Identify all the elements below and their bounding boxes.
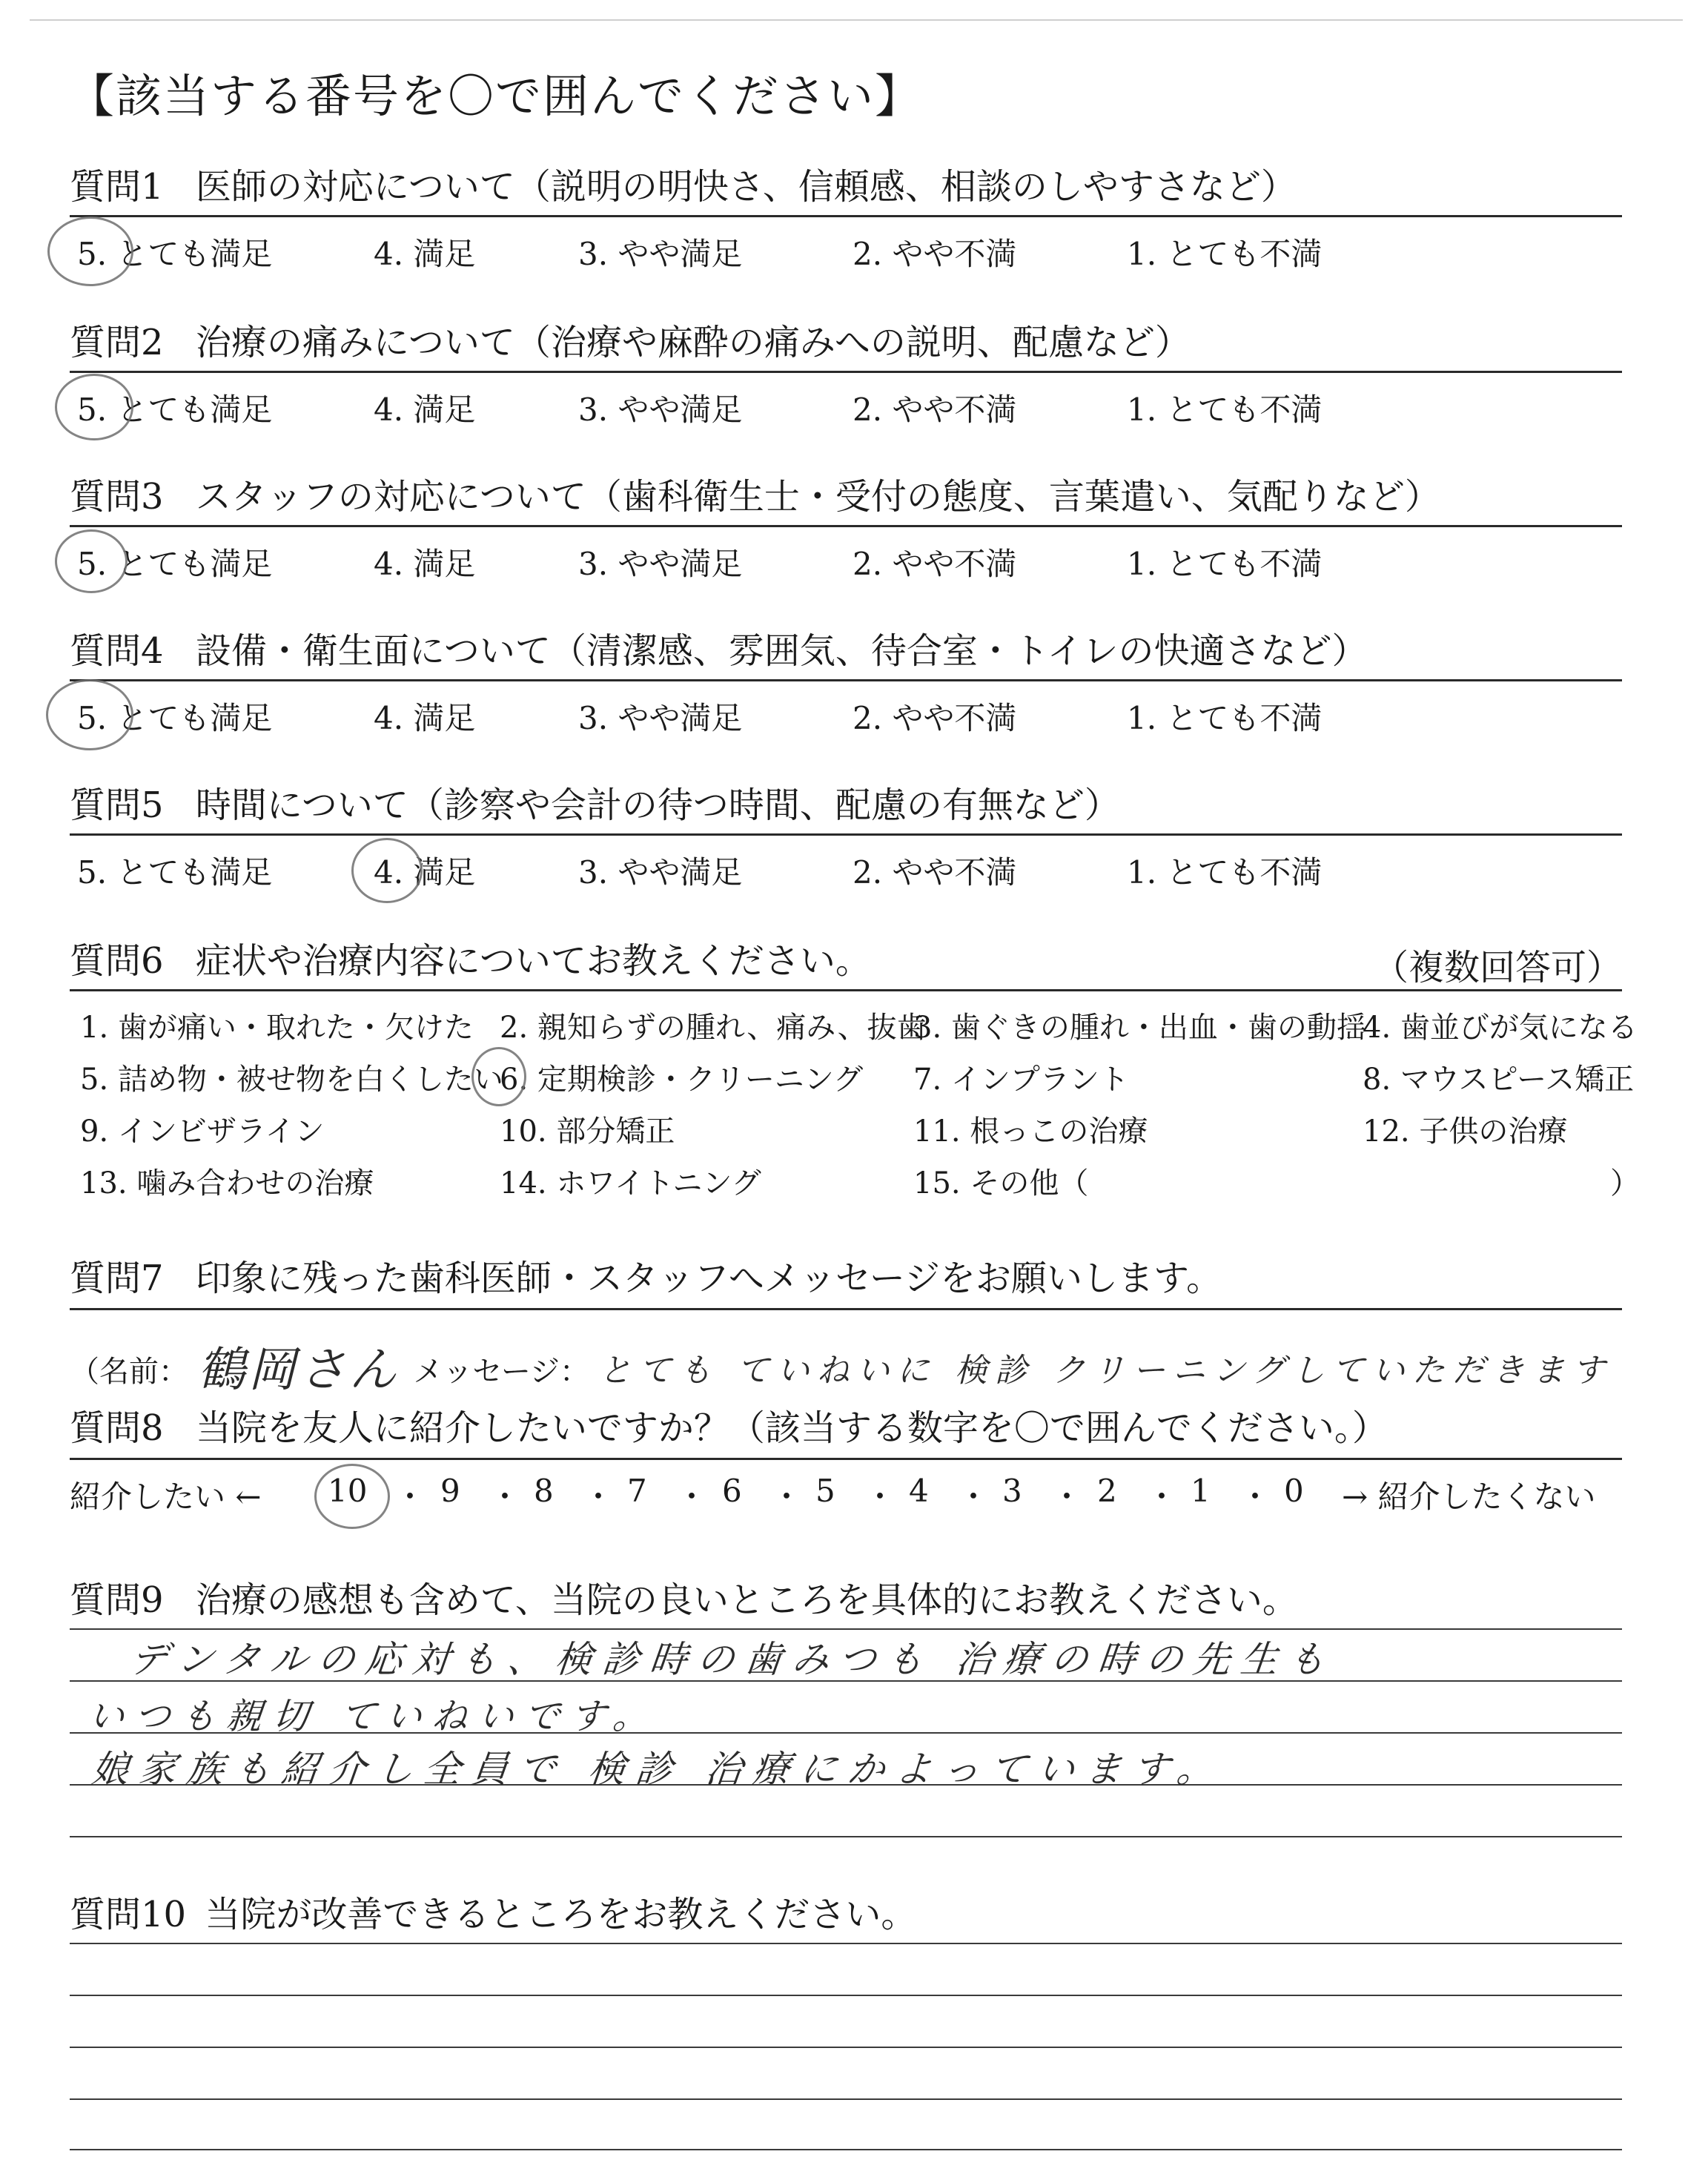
scale-value-6[interactable]: 6 <box>722 1473 742 1509</box>
question-label: 質問10 <box>70 1894 187 1935</box>
name-handwriting: 鶴岡さん <box>197 1343 400 1398</box>
answer-line <box>70 2149 1622 2150</box>
symptom-option[interactable]: 2. 親知らずの腫れ、痛み、抜歯 <box>500 1011 927 1045</box>
answer-line <box>70 1995 1622 1996</box>
option-1[interactable]: 1. とても不満 <box>1127 700 1323 736</box>
question-5 <box>70 783 1622 891</box>
question-label: 質問8 <box>70 1407 164 1449</box>
symptom-option[interactable]: 4. 歯並びが気になる <box>1363 1011 1638 1045</box>
scale-value-2[interactable]: 2 <box>1097 1473 1117 1509</box>
underline <box>70 215 1622 217</box>
question-2 <box>70 320 1622 428</box>
option-5[interactable]: 5. とても満足 <box>77 700 273 736</box>
symptom-option[interactable]: 15. その他（ <box>913 1166 1089 1200</box>
multiple-answer-note: （複数回答可） <box>1372 947 1622 988</box>
selection-circle <box>314 1464 390 1529</box>
symptom-option[interactable]: 8. マウスピース矯正 <box>1363 1063 1635 1097</box>
question-label: 質問7 <box>70 1258 164 1299</box>
selection-circle <box>47 217 133 286</box>
scale-value-3[interactable]: 3 <box>1002 1473 1022 1509</box>
question-1 <box>70 165 1622 272</box>
scale-separator: ・ <box>1146 1479 1178 1515</box>
scale-value-7[interactable]: 7 <box>627 1473 647 1509</box>
underline <box>70 525 1622 527</box>
symptom-option[interactable]: 5. 詰め物・被せ物を白くしたい <box>80 1063 503 1097</box>
symptom-option[interactable]: 6. 定期検診・クリーニング <box>500 1063 864 1097</box>
underline <box>70 371 1622 373</box>
symptom-option[interactable]: 10. 部分矯正 <box>500 1114 675 1149</box>
symptom-option[interactable]: 9. インビザライン <box>80 1114 325 1149</box>
question-3 <box>70 475 1622 582</box>
option-4[interactable]: 4. 満足 <box>374 236 476 272</box>
symptom-option[interactable]: 14. ホワイトニング <box>500 1166 761 1200</box>
option-1[interactable]: 1. とても不満 <box>1127 854 1323 891</box>
option-2[interactable]: 2. やや不満 <box>853 546 1017 582</box>
question-label: 質問9 <box>70 1579 164 1621</box>
underline <box>70 833 1622 836</box>
option-4[interactable]: 4. 満足 <box>374 700 476 736</box>
question-text: 当院を友人に紹介したいですか？（該当する数字を〇で囲んでください。） <box>195 1407 1388 1449</box>
option-1[interactable]: 1. とても不満 <box>1127 236 1323 272</box>
option-3[interactable]: 3. やや満足 <box>578 700 743 736</box>
answer-handwriting-line-2: いつも親切 ていねいです。 <box>86 1696 661 1737</box>
question-text: 時間について（診察や会計の待つ時間、配慮の有無など） <box>195 785 1120 826</box>
question-text: 当院が改善できるところをお教えください。 <box>205 1894 917 1935</box>
option-4[interactable]: 4. 満足 <box>374 392 476 428</box>
question-label: 質問6 <box>70 940 164 982</box>
scale-value-4[interactable]: 4 <box>909 1473 929 1509</box>
message-row <box>70 1327 1612 1396</box>
question-text: スタッフの対応について（歯科衛生士・受付の態度、言葉遣い、気配りなど） <box>195 476 1440 518</box>
question-4 <box>70 629 1622 736</box>
name-label: （名前： <box>70 1355 188 1389</box>
option-5[interactable]: 5. とても満足 <box>77 392 273 428</box>
answer-handwriting-line-3: 娘家族も紹介し全員で 検診 治療にかよっています。 <box>89 1748 1227 1791</box>
message-handwriting: とても ていねいに 検診 クリーニングしていただきます <box>598 1352 1612 1390</box>
scale-value-1[interactable]: 1 <box>1191 1473 1211 1509</box>
answer-handwriting-line-1: デンタルの応対も、検診時の歯みつも 治療の時の先生も <box>128 1638 1338 1681</box>
selection-circle <box>46 679 133 750</box>
option-3[interactable]: 3. やや満足 <box>578 236 743 272</box>
scale-separator: ・ <box>864 1479 896 1515</box>
scale-separator: ・ <box>489 1479 521 1515</box>
option-2[interactable]: 2. やや不満 <box>853 700 1017 736</box>
scale-value-0[interactable]: 0 <box>1284 1473 1304 1509</box>
message-label: メッセージ： <box>413 1355 590 1389</box>
question-text: 医師の対応について（説明の明快さ、信頼感、相談のしやすさなど） <box>195 166 1297 208</box>
scale-separator: ・ <box>583 1479 615 1515</box>
scale-separator: ・ <box>676 1479 708 1515</box>
scale-value-5[interactable]: 5 <box>815 1473 835 1509</box>
question-text: 治療の痛みについて（治療や麻酔の痛みへの説明、配慮など） <box>195 322 1191 363</box>
underline <box>70 679 1622 681</box>
question-9 <box>70 1578 1622 1622</box>
answer-line <box>70 2047 1622 2048</box>
scale-value-8[interactable]: 8 <box>534 1473 554 1509</box>
question-text: 印象に残った歯科医師・スタッフへメッセージをお願いします。 <box>195 1258 1222 1299</box>
symptom-option[interactable]: 13. 噛み合わせの治療 <box>80 1166 374 1200</box>
symptom-option[interactable]: 12. 子供の治療 <box>1363 1114 1568 1149</box>
question-label: 質問3 <box>70 476 164 518</box>
option-5[interactable]: 5. とても満足 <box>77 546 273 582</box>
option-3[interactable]: 3. やや満足 <box>578 546 743 582</box>
scale-separator: ・ <box>1051 1479 1083 1515</box>
question-label: 質問1 <box>70 166 164 208</box>
option-5[interactable]: 5. とても満足 <box>77 854 273 891</box>
question-text: 症状や治療内容についてお教えください。 <box>195 940 871 982</box>
selection-circle <box>471 1047 526 1106</box>
question-label: 質問2 <box>70 322 164 363</box>
option-3[interactable]: 3. やや満足 <box>578 854 743 891</box>
top-border <box>30 19 1683 21</box>
option-2[interactable]: 2. やや不満 <box>853 392 1017 428</box>
selection-circle <box>55 529 128 593</box>
underline <box>70 989 1622 991</box>
option-4[interactable]: 4. 満足 <box>374 546 476 582</box>
scale-value-9[interactable]: 9 <box>440 1473 460 1509</box>
scale-separator: ・ <box>771 1479 803 1515</box>
question-text: 治療の感想も含めて、当院の良いところを具体的にお教えください。 <box>195 1579 1298 1621</box>
option-2[interactable]: 2. やや不満 <box>853 236 1017 272</box>
symptom-option[interactable]: 7. インプラント <box>913 1063 1129 1097</box>
option-4[interactable]: 4. 満足 <box>374 854 476 891</box>
scale-separator: ・ <box>958 1479 990 1515</box>
option-3[interactable]: 3. やや満足 <box>578 392 743 428</box>
question-10 <box>70 1892 1622 1937</box>
option-1[interactable]: 1. とても不満 <box>1127 546 1323 582</box>
underline <box>70 1308 1622 1310</box>
question-label: 質問4 <box>70 630 164 672</box>
selection-circle <box>351 838 423 903</box>
selection-circle <box>55 374 133 440</box>
underline <box>70 1458 1622 1460</box>
scale-left-label: 紹介したい ← <box>70 1479 262 1515</box>
scale-value-10[interactable]: 10 <box>328 1473 368 1509</box>
option-1[interactable]: 1. とても不満 <box>1127 392 1323 428</box>
other-close-paren: ） <box>1610 1166 1640 1200</box>
scale-separator: ・ <box>1239 1479 1271 1515</box>
scale-right-label: → 紹介したくない <box>1342 1479 1596 1515</box>
answer-line <box>70 2098 1622 2100</box>
symptom-option[interactable]: 3. 歯ぐきの腫れ・出血・歯の動揺 <box>913 1011 1366 1045</box>
question-6 <box>70 939 1640 1200</box>
question-8 <box>70 1406 1622 1450</box>
option-5[interactable]: 5. とても満足 <box>77 236 273 272</box>
option-2[interactable]: 2. やや不満 <box>853 854 1017 891</box>
answer-line <box>70 1836 1622 1837</box>
scale-separator: ・ <box>394 1479 426 1515</box>
page-title: 【該当する番号を〇で囲んでください】 <box>68 69 923 123</box>
question-7 <box>70 1256 1622 1398</box>
question-label: 質問5 <box>70 785 164 826</box>
symptom-option[interactable]: 1. 歯が痛い・取れた・欠けた <box>80 1011 474 1045</box>
question-text: 設備・衛生面について（清潔感、雰囲気、待合室・トイレの快適さなど） <box>195 630 1368 672</box>
symptom-option[interactable]: 11. 根っこの治療 <box>913 1114 1148 1149</box>
answer-line <box>70 1943 1622 1944</box>
